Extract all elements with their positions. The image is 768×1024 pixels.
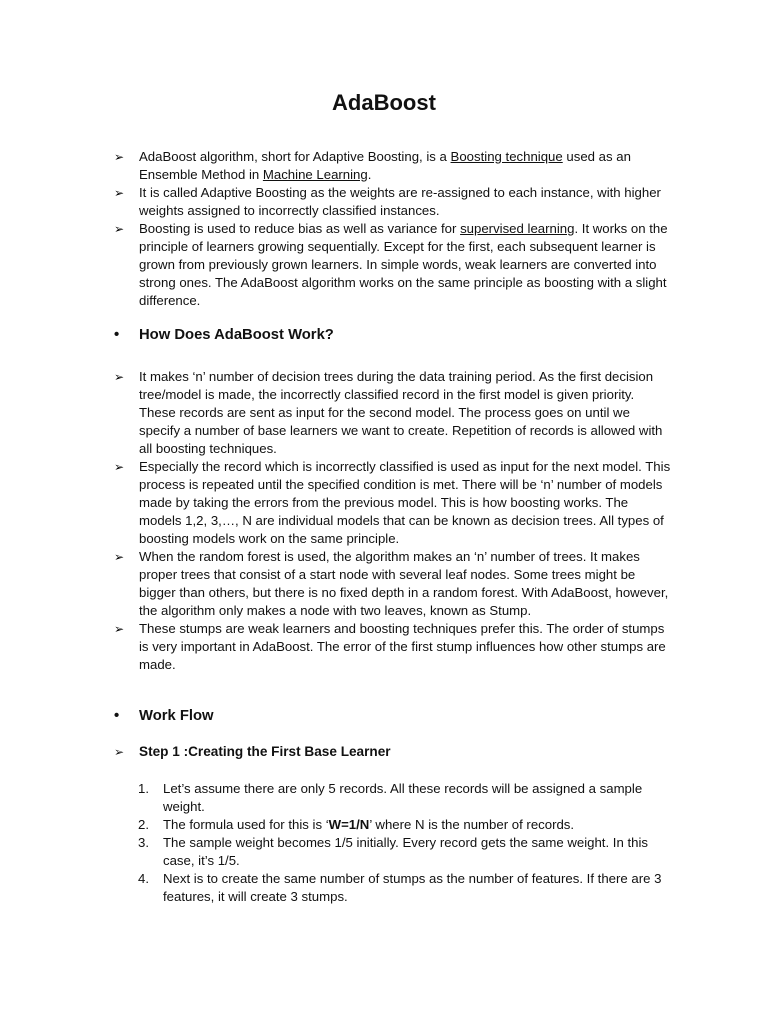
step-heading: ➢ Step 1 :Creating the First Base Learner	[114, 742, 391, 762]
document-title: AdaBoost	[332, 90, 436, 115]
list-item: ➢ It is called Adaptive Boosting as the weights are re-assigned to each instance, with higher weights assigned to incorrectly classified instances.	[114, 185, 661, 218]
arrow-bullet-icon: ➢	[114, 550, 125, 564]
steps-list	[138, 780, 678, 906]
arrow-bullet-icon: ➢	[114, 460, 125, 474]
list-item: 3. The sample weight becomes 1/5 initially. Every record gets the same weight. In this case, it’s 1/5.	[138, 835, 648, 868]
link-boosting-technique[interactable]: Boosting technique	[450, 149, 563, 164]
how-it-works-list	[114, 368, 674, 674]
list-item: ➢ Especially the record which is incorrectly classified is used as input for the next model. This process is repeated until the specified condition is met. There will be ‘n’ number of models made by taking the errors from the previous model. This is how boosting works. The models 1,2, 3,…, N are individual models that can be known as decision trees. All types of boosting models work on the same principle.	[114, 459, 671, 546]
arrow-bullet-icon: ➢	[114, 150, 125, 164]
list-item: 2. The formula used for this is ‘W=1/N’ where N is the number of records.	[138, 817, 575, 832]
arrow-bullet-icon: ➢	[114, 745, 125, 759]
bullet-icon: •	[114, 708, 120, 724]
list-item: ➢ When the random forest is used, the algorithm makes an ‘n’ number of trees. It makes proper trees that consist of a start node with several leaf nodes. Some trees might be bigger than others, but there is no fixed depth in a random forest. With AdaBoost, however, the algorithm only makes a node with two leaves, known as Stump.	[114, 549, 669, 618]
section-heading: • How Does AdaBoost Work?	[114, 327, 334, 343]
section-heading: • Work Flow	[114, 708, 214, 724]
list-item: ➢ These stumps are weak learners and boosting techniques prefer this. The order of stumps is very important in AdaBoost. The error of the first stump influences how other stumps are made.	[114, 621, 666, 672]
arrow-bullet-icon: ➢	[114, 370, 125, 384]
bullet-icon: •	[114, 327, 120, 343]
list-item: ➢ AdaBoost algorithm, short for Adaptive Boosting, is a Boosting technique used as an Ensemble Method in Machine Learning.	[114, 149, 631, 182]
intro-list	[114, 148, 674, 310]
link-supervised-learning[interactable]: supervised learning	[460, 221, 575, 236]
link-machine-learning[interactable]: Machine Learning	[262, 167, 368, 182]
arrow-bullet-icon: ➢	[114, 622, 125, 636]
formula: W=1/N	[328, 817, 370, 832]
list-item: 1. Let’s assume there are only 5 records. All these records will be assigned a sample weight.	[138, 781, 643, 814]
list-item: 4. Next is to create the same number of stumps as the number of features. If there are 3 features, it will create 3 stumps.	[138, 871, 662, 904]
arrow-bullet-icon: ➢	[114, 222, 125, 236]
list-item: ➢ It makes ‘n’ number of decision trees during the data training period. As the first decision tree/model is made, the incorrectly classified record in the first model is given priority. These records are sent as input for the second model. The process goes on until we specify a number of base learners we want to create. Repetition of records is allowed with all boosting techniques.	[114, 369, 663, 456]
arrow-bullet-icon: ➢	[114, 186, 125, 200]
list-item: ➢ Boosting is used to reduce bias as well as variance for supervised learning. It works on the principle of learners growing sequentially. Except for the first, each subsequent learner is grown from previously grown learners. In simple words, weak learners are converted into strong ones. The AdaBoost algorithm works on the same principle as boosting with a slight difference.	[114, 221, 668, 308]
